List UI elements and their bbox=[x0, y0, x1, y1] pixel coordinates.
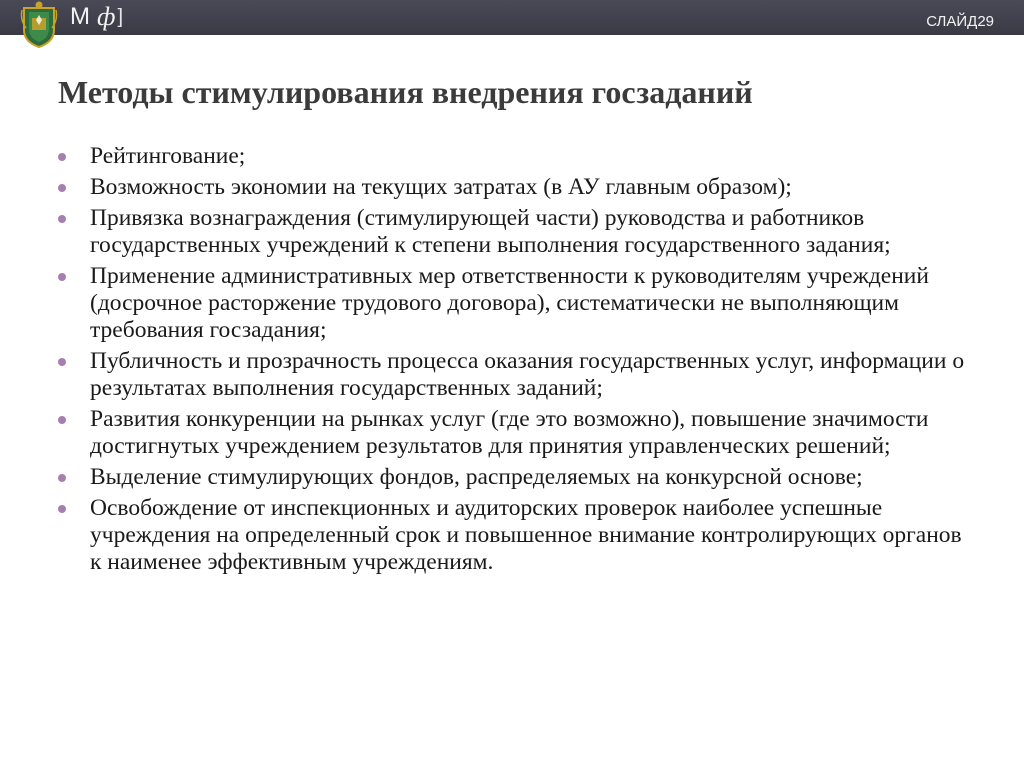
coat-of-arms-icon bbox=[20, 0, 58, 48]
bullet-icon bbox=[58, 474, 66, 482]
logo-letter-f: ф bbox=[97, 2, 117, 31]
bullet-icon bbox=[58, 273, 66, 281]
bullet-icon bbox=[58, 416, 66, 424]
bullet-icon bbox=[58, 505, 66, 513]
list-item-text: Выделение стимулирующих фондов, распределяемых на конкурсной основе; bbox=[90, 464, 863, 490]
list-item-text: Освобождение от инспекционных и аудиторских проверок наиболее успешные учреждения на определенный срок и повышенное внимание контролирующих органов к наименее эффективным учреждениям. bbox=[90, 495, 962, 575]
bullet-list bbox=[58, 143, 978, 580]
slide-number-label: СЛАЙД bbox=[926, 13, 978, 30]
ministry-logo bbox=[70, 3, 124, 31]
header-bar bbox=[0, 0, 1024, 35]
logo-bracket: ] bbox=[117, 5, 125, 28]
list-item-text: Публичность и прозрачность процесса оказания государственных услуг, информации о результатах выполнения государственных заданий; bbox=[90, 348, 965, 401]
list-item bbox=[58, 263, 978, 344]
list-item-text: Привязка вознаграждения (стимулирующей части) руководства и работников государственных учреждений к степени выполнения государственного задания; bbox=[90, 205, 891, 258]
list-item-text: Развития конкуренции на рынках услуг (где это возможно), повышение значимости достигнутых учреждением результатов для принятия управленческих решений; bbox=[90, 406, 929, 459]
slide-title: Методы стимулирования внедрения госзаданий bbox=[58, 74, 753, 110]
list-item bbox=[58, 205, 978, 259]
list-item bbox=[58, 406, 978, 460]
slide-number-value: 29 bbox=[977, 13, 994, 30]
bullet-icon bbox=[58, 215, 66, 223]
list-item bbox=[58, 143, 978, 170]
logo-letter-m: М bbox=[70, 3, 91, 30]
bullet-icon bbox=[58, 153, 66, 161]
bullet-icon bbox=[58, 184, 66, 192]
slide-number bbox=[926, 13, 994, 30]
bullet-icon bbox=[58, 358, 66, 366]
list-item bbox=[58, 348, 978, 402]
list-item-text: Рейтингование; bbox=[90, 143, 246, 169]
list-item-text: Применение административных мер ответственности к руководителям учреждений (досрочное расторжение трудового договора), систематически не выполняющим требования госзадания; bbox=[90, 263, 929, 343]
list-item bbox=[58, 174, 978, 201]
list-item-text: Возможность экономии на текущих затратах (в АУ главным образом); bbox=[90, 174, 792, 200]
list-item bbox=[58, 464, 978, 491]
list-item bbox=[58, 495, 978, 576]
